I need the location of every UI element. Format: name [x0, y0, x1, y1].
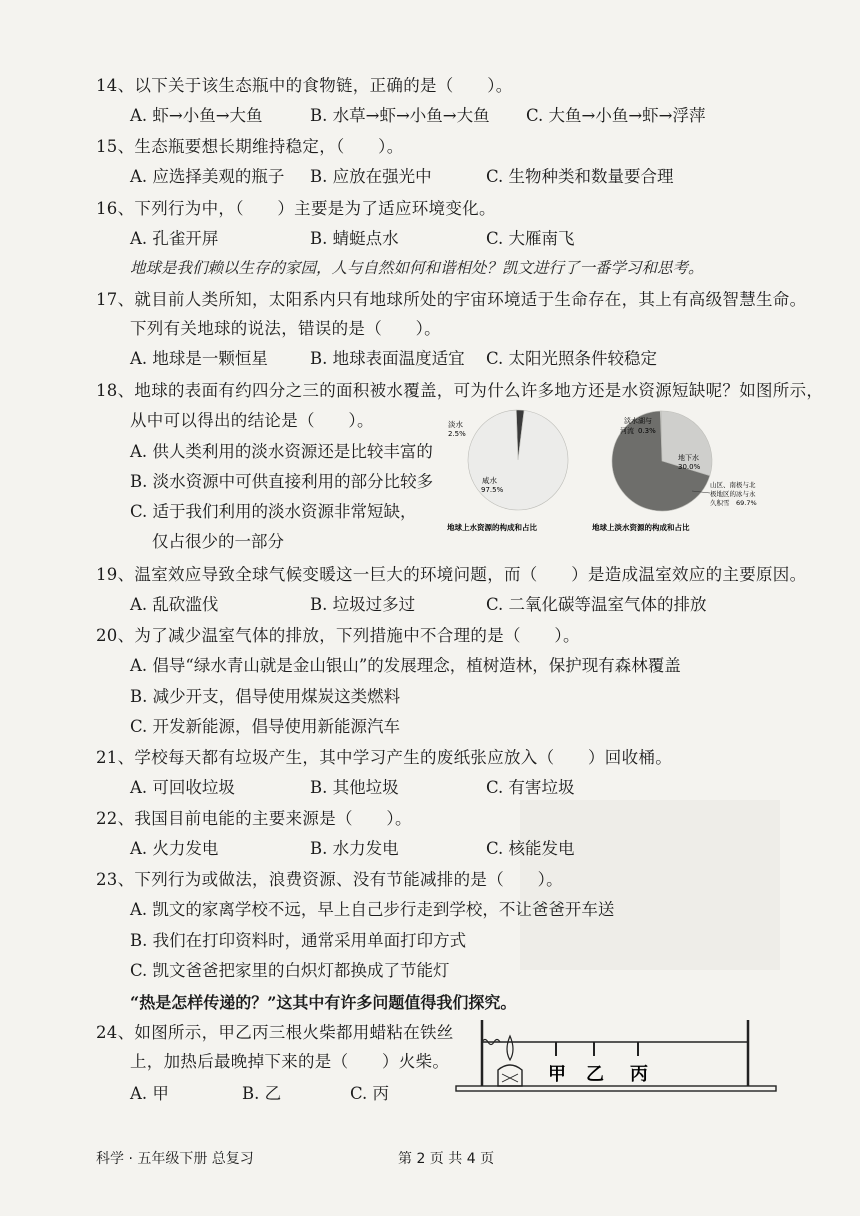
pie1-label-saltwater: 咸水	[482, 476, 497, 485]
q19-option-b: B. 垃圾过多过	[310, 595, 416, 614]
q19-option-c: C. 二氧化碳等温室气体的排放	[486, 595, 707, 614]
question-21: 21、学校每天都有垃圾产生，其中学习产生的废纸张应放入（ ）回收桶。	[96, 748, 672, 767]
pie2-value-groundwater: 30.0%	[678, 463, 701, 471]
q18-option-b: B. 淡水资源中可供直接利用的部分比较多	[130, 472, 434, 491]
question-19: 19、温室效应导致全球气候变暖这一巨大的环境问题，而（ ）是造成温室效应的主要原因。	[96, 565, 807, 584]
pie2-caption: 地球上淡水资源的构成和占比	[592, 523, 690, 532]
question-17-line2: 下列有关地球的说法，错误的是（ ）。	[130, 319, 441, 338]
pie2-label-lakes-b: 河流	[620, 427, 634, 435]
chart-water-total	[447, 410, 568, 532]
q18-option-a: A. 供人类利用的淡水资源还是比较丰富的	[130, 442, 433, 461]
context-note-earth: 地球是我们赖以生存的家园，人与自然如何和谐相处？凯文进行了一番学习和思考。	[130, 259, 704, 277]
q21-option-a: A. 可回收垃圾	[130, 778, 235, 797]
q17-option-b: B. 地球表面温度适宜	[310, 349, 465, 368]
pie1-value-saltwater: 97.5%	[481, 486, 504, 494]
question-18-line2: 从中可以得出的结论是（ ）。	[130, 411, 374, 430]
footer-subject: 科学 · 五年级下册 总复习	[96, 1151, 254, 1167]
heat-conduction-apparatus	[452, 1012, 782, 1096]
question-17-line1: 17、就目前人类所知，太阳系内只有地球所处的宇宙环境适于生命存在，其上有高级智慧生命。	[96, 290, 807, 309]
q18-option-c-line2: 仅占很少的一部分	[152, 532, 284, 551]
q22-option-c: C. 核能发电	[486, 839, 575, 858]
pie2-value-ice: 69.7%	[736, 499, 757, 507]
question-18-line1: 18、地球的表面有约四分之三的面积被水覆盖，可为什么许多地方还是水资源短缺呢？如图所示，	[96, 381, 824, 400]
q16-option-a: A. 孔雀开屏	[130, 229, 219, 248]
base-board	[456, 1086, 776, 1091]
q16-option-c: C. 大雁南飞	[486, 229, 575, 248]
q22-option-b: B. 水力发电	[310, 839, 399, 858]
q20-option-a: A. 倡导“绿水青山就是金山银山”的发展理念，植树造林，保护现有森林覆盖	[130, 656, 681, 675]
pie2-label-ice-c: 久积雪	[710, 499, 730, 507]
pie1-caption: 地球上水资源的构成和占比	[447, 523, 537, 532]
pie2-value-lakes: 0.3%	[638, 427, 656, 435]
q24-option-b: B. 乙	[242, 1084, 282, 1103]
q14-option-c: C. 大鱼→小鱼→虾→浮萍	[526, 106, 706, 125]
q23-option-a: A. 凯文的家离学校不远，早上自己步行走到学校，不让爸爸开车送	[130, 900, 615, 919]
q17-option-c: C. 太阳光照条件较稳定	[486, 349, 658, 368]
alcohol-lamp	[498, 1036, 522, 1086]
q16-option-b: B. 蜻蜓点水	[310, 229, 399, 248]
pie2-label-ice-a: 山区、南极与北	[710, 481, 756, 489]
pie2-label-lakes-a: 淡水湖与	[624, 417, 652, 425]
label-yi: 乙	[586, 1064, 604, 1085]
question-24-line1: 24、如图所示，甲乙丙三根火柴都用蜡粘在铁丝	[96, 1023, 454, 1042]
q23-option-c: C. 凯文爸爸把家里的白炽灯都换成了节能灯	[130, 961, 450, 980]
q23-option-b: B. 我们在打印资料时，通常采用单面打印方式	[130, 931, 467, 950]
q15-option-c: C. 生物种类和数量要合理	[486, 167, 674, 186]
q14-option-a: A. 虾→小鱼→大鱼	[130, 106, 263, 125]
q15-option-b: B. 应放在强光中	[310, 167, 432, 186]
pie-1-slices	[468, 410, 568, 510]
pie1-value-freshwater: 2.5%	[448, 430, 466, 438]
pie2-label-ice-b: 极地区的冰与永	[710, 490, 756, 498]
label-jia: 甲	[548, 1064, 566, 1085]
label-bing: 丙	[630, 1064, 648, 1085]
question-23: 23、下列行为或做法，浪费资源、没有节能减排的是（ ）。	[96, 870, 563, 889]
q15-option-a: A. 应选择美观的瓶子	[130, 167, 285, 186]
water-resource-pie-charts	[440, 405, 790, 540]
q21-option-c: C. 有害垃圾	[486, 778, 575, 797]
q24-option-c: C. 丙	[350, 1084, 390, 1103]
q17-option-a: A. 地球是一颗恒星	[130, 349, 268, 368]
question-14: 14、以下关于该生态瓶中的食物链，正确的是（ ）。	[96, 76, 513, 95]
chart-freshwater	[592, 411, 757, 532]
pie2-label-groundwater: 地下水	[678, 454, 699, 462]
question-22: 22、我国目前电能的主要来源是（ ）。	[96, 809, 412, 828]
q20-option-c: C. 开发新能源，倡导使用新能源汽车	[130, 717, 401, 736]
context-note-heat: “热是怎样传递的？”这其中有许多问题值得我们探究。	[130, 993, 517, 1012]
question-20: 20、为了减少温室气体的排放，下列措施中不合理的是（ ）。	[96, 626, 580, 645]
q19-option-a: A. 乱砍滥伐	[130, 595, 219, 614]
q14-option-b: B. 水草→虾→小鱼→大鱼	[310, 106, 490, 125]
q18-option-c-line1: C. 适于我们利用的淡水资源非常短缺，	[130, 502, 417, 521]
q21-option-b: B. 其他垃圾	[310, 778, 399, 797]
question-24-line2: 上，加热后最晚掉下来的是（ ）火柴。	[130, 1052, 450, 1071]
q24-option-a: A. 甲	[130, 1084, 169, 1103]
q20-option-b: B. 减少开支，倡导使用煤炭这类燃料	[130, 687, 401, 706]
q22-option-a: A. 火力发电	[130, 839, 219, 858]
pie1-label-freshwater: 淡水	[448, 420, 463, 429]
question-16: 16、下列行为中，（ ）主要是为了适应环境变化。	[96, 199, 496, 218]
question-15: 15、生态瓶要想长期维持稳定，（ ）。	[96, 137, 404, 156]
footer-page-number: 第 2 页 共 4 页	[398, 1151, 495, 1167]
